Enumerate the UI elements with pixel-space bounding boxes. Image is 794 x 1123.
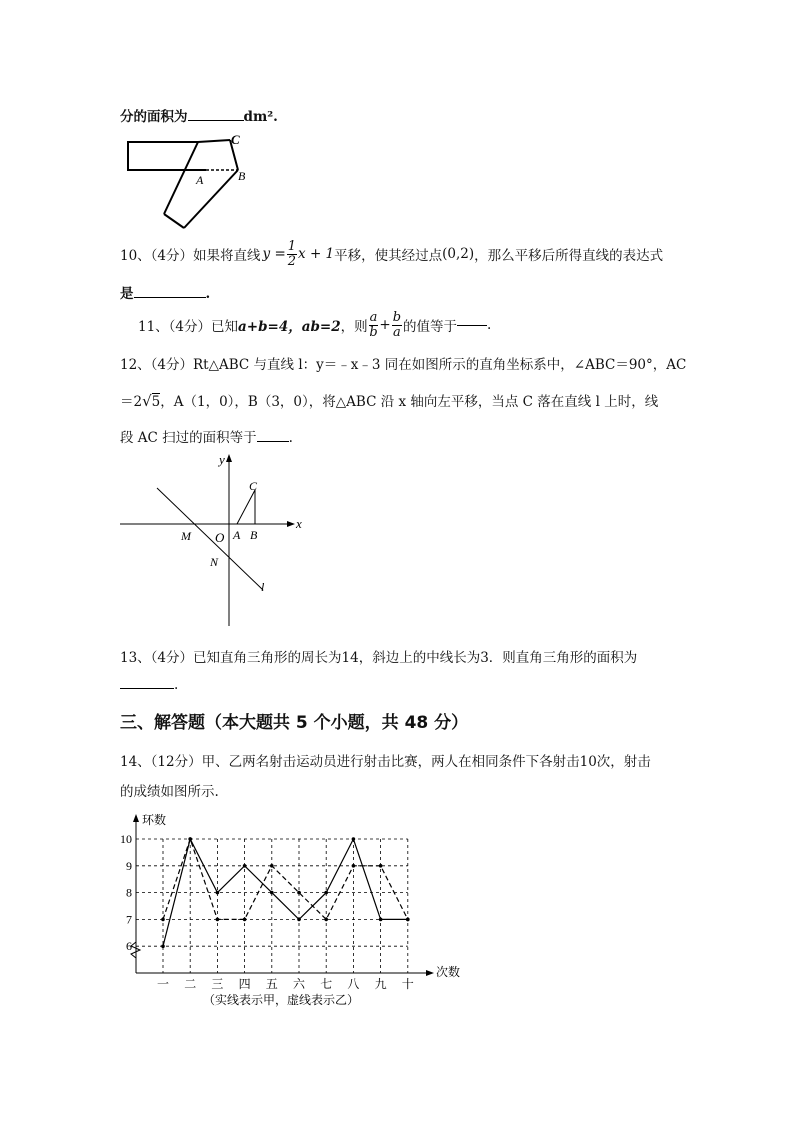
label-o: O — [215, 530, 225, 545]
q10-line1: 10、（4分）如果将直线 y = $\frac{1}{2}$ x + 1 平移，使其经过点 (0,2) ，那么平移后所得直线的表达式 — [120, 238, 664, 269]
data-point — [270, 864, 274, 868]
x-tick-label: 一 — [156, 977, 170, 991]
fraction-b-over-a: $\frac{b}{a}$ — [392, 309, 402, 340]
x-tick-label: 十 — [401, 977, 414, 991]
data-point — [270, 891, 274, 895]
fraction-a-over-b: $\frac{a}{b}$ — [369, 309, 378, 340]
x-tick-label: 六 — [292, 977, 306, 991]
q12-line3: 段 AC 扫过的面积等于 . — [120, 430, 293, 446]
x-tick-label: 二 — [184, 977, 197, 991]
fraction-one-half: $\frac{1}{2}$ — [287, 238, 297, 269]
series-line-solid — [163, 839, 408, 946]
q13-line2: . — [120, 677, 178, 693]
label-b: B — [250, 528, 258, 542]
data-point — [406, 918, 410, 922]
label-c: C — [249, 479, 258, 493]
data-point — [324, 918, 328, 922]
section-heading: 三、解答题（本大题共 5 个小题，共 48 分） — [120, 713, 469, 733]
q14-line2: 的成绩如图所示. — [120, 784, 219, 800]
series-line-dashed — [163, 839, 408, 919]
coordinate-figure — [115, 450, 315, 630]
label-m: M — [181, 529, 191, 543]
label-c: C — [231, 132, 240, 147]
x-axis-title: 次数 — [436, 965, 461, 979]
label-x: x — [296, 516, 302, 531]
x-tick-label: 八 — [347, 977, 360, 991]
y-tick-label: 8 — [126, 885, 132, 900]
shooting-score-chart — [112, 808, 482, 1013]
y-tick-label: 7 — [126, 912, 132, 927]
data-point — [297, 918, 301, 922]
label-a: A — [196, 173, 204, 187]
y-tick-label: 6 — [126, 939, 132, 954]
x-tick-label: 九 — [374, 977, 387, 991]
data-point — [379, 918, 383, 922]
q14-line1: 14、（12分）甲、乙两名射击运动员进行射击比赛，两人在相同条件下各射击10次，射击 — [120, 754, 651, 770]
data-point — [216, 891, 220, 895]
data-point — [216, 918, 220, 922]
data-point — [243, 864, 247, 868]
data-point — [352, 837, 356, 841]
answer-blank — [257, 441, 289, 442]
q9-tail-line: 分的面积为 dm². — [120, 109, 278, 125]
y-tick-label: 9 — [126, 858, 132, 873]
x-tick-label: 四 — [238, 977, 251, 991]
x-tick-label: 五 — [265, 977, 278, 991]
data-point — [188, 837, 192, 841]
answer-blank — [457, 325, 487, 326]
chart-caption: （实线表示甲，虚线表示乙） — [203, 993, 360, 1007]
x-tick-label: 三 — [211, 977, 224, 991]
data-point — [352, 864, 356, 868]
label-a: A — [233, 528, 241, 542]
q12-line2: ＝2√5，A（1，0），B（3，0），将△ABC 沿 x 轴向左平移，当点 C 落在直线 l 上时，线 — [120, 392, 659, 410]
answer-blank — [120, 688, 174, 689]
label-l: l — [261, 580, 265, 594]
y-axis-title: 环数 — [142, 813, 167, 827]
q10-line2: 是 . — [120, 286, 211, 302]
data-point — [161, 944, 165, 948]
folded-strip-figure — [120, 128, 260, 234]
data-point — [324, 891, 328, 895]
data-point — [379, 864, 383, 868]
answer-blank — [188, 120, 244, 121]
data-point — [243, 918, 247, 922]
data-point — [161, 918, 165, 922]
label-y: y — [219, 452, 225, 467]
label-b: B — [238, 169, 246, 183]
label-n: N — [210, 555, 219, 569]
y-tick-label: 10 — [120, 832, 132, 846]
data-point — [297, 891, 301, 895]
q13-line1: 13、（4分）已知直角三角形的周长为14，斜边上的中线长为3．则直角三角形的面积为 — [120, 650, 638, 666]
x-tick-label: 七 — [320, 977, 333, 991]
q12-line1: 12、（4分）Rt△ABC 与直线 l：y＝﹣x﹣3 同在如图所示的直角坐标系中，∠ABC＝90°，AC — [120, 357, 687, 373]
q11-line: 11、（4分）已知 a+b=4，ab=2 ，则 $\frac{a}{b}$ + $\frac{b}{a}$ 的值等于 . — [138, 309, 492, 340]
answer-blank — [134, 297, 206, 298]
